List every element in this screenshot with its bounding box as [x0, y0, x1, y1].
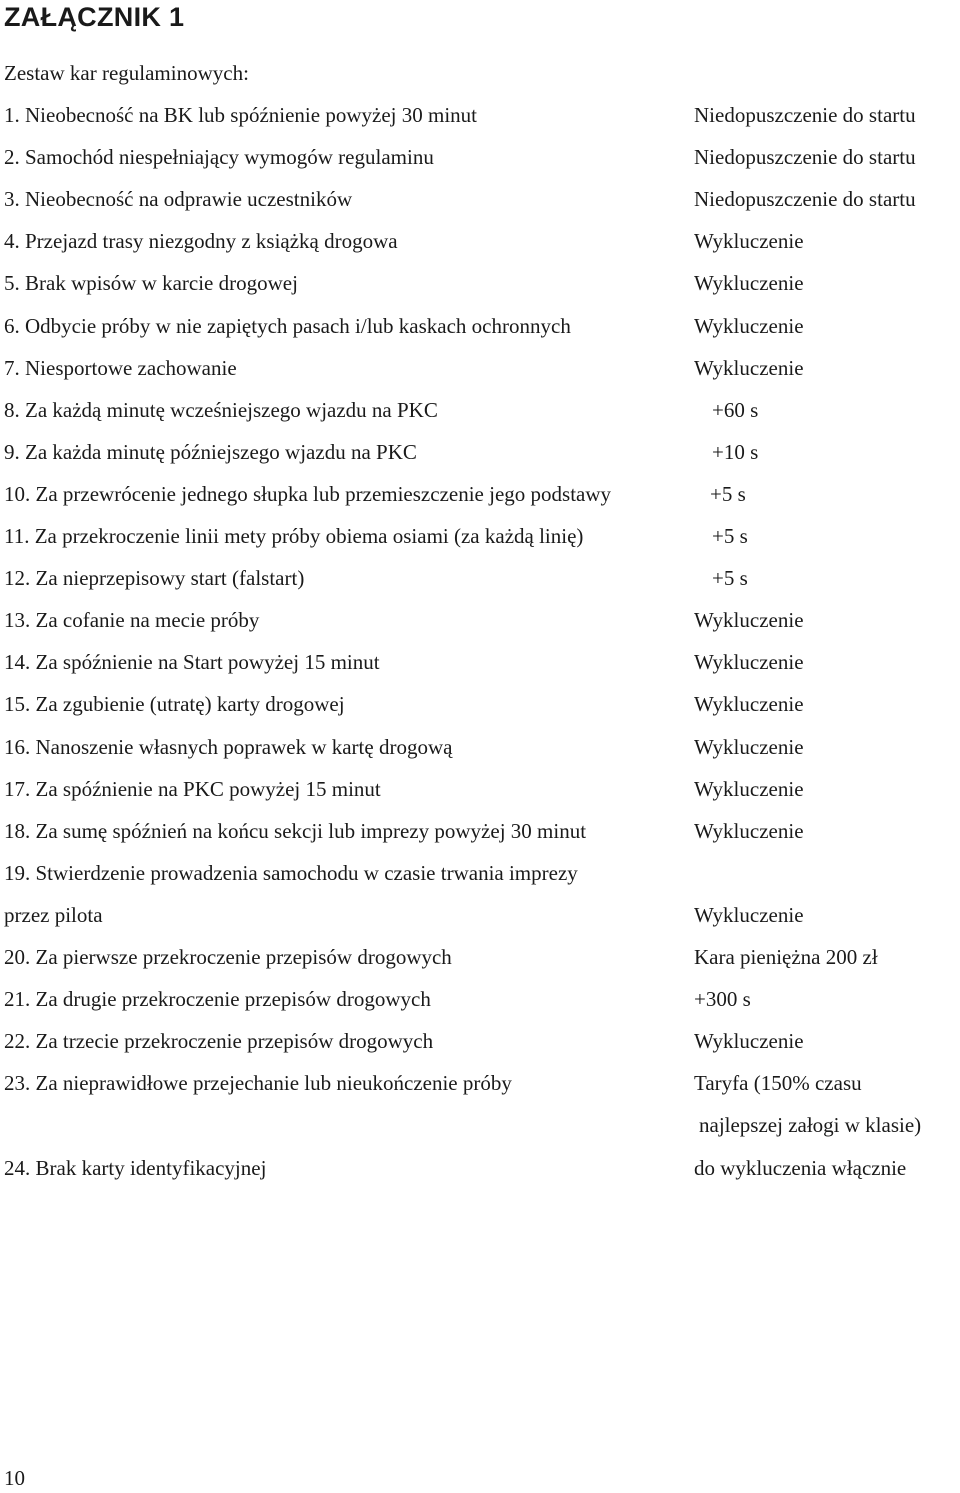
penalty-value: +5 s	[712, 524, 748, 548]
penalty-row	[4, 732, 960, 762]
penalty-description: 19. Stwierdzenie prowadzenia samochodu w czasie trwania imprezy	[4, 860, 578, 885]
penalty-value: Wykluczenie	[694, 1029, 804, 1054]
penalty-value: Wykluczenie	[694, 313, 804, 338]
penalty-value: +60 s	[712, 397, 759, 422]
penalty-row	[4, 395, 960, 425]
penalty-description: 24. Brak karty identyfikacyjnej	[4, 1155, 267, 1180]
penalty-description: 20. Za pierwsze przekroczenie przepisów drogowych	[4, 945, 452, 969]
penalty-row	[4, 984, 960, 1014]
penalty-row	[4, 1026, 960, 1056]
penalty-value: Kara pieniężna 200 zł	[694, 945, 878, 969]
penalty-value: Wykluczenie	[694, 650, 804, 675]
penalty-row	[4, 311, 960, 341]
penalty-row	[4, 353, 960, 383]
penalty-description: 14. Za spóźnienie na Start powyżej 15 minut	[4, 650, 380, 675]
penalty-value: +5 s	[712, 566, 748, 591]
penalty-value: Wykluczenie	[694, 271, 804, 296]
penalty-row	[4, 479, 960, 509]
penalty-value: najlepszej załogi w klasie)	[699, 1113, 922, 1138]
penalty-value: Wykluczenie	[694, 229, 804, 254]
penalty-description: przez pilota	[4, 902, 103, 927]
penalty-description: 6. Odbycie próby w nie zapiętych pasach i/lub kaskach ochronnych	[4, 313, 571, 338]
penalty-description: 22. Za trzecie przekroczenie przepisów drogowych	[4, 1029, 434, 1054]
penalty-description: 2. Samochód niespełniający wymogów regulaminu	[4, 145, 434, 170]
penalty-description: 5. Brak wpisów w karcie drogowej	[4, 271, 298, 296]
document-title: ZAŁĄCZNIK 1	[4, 2, 185, 32]
penalty-value: Niedopuszczenie do startu	[694, 145, 916, 170]
penalty-row	[4, 689, 960, 719]
penalty-row	[4, 1110, 960, 1140]
penalty-row	[4, 1068, 960, 1098]
penalty-row	[4, 816, 960, 846]
penalty-description: 18. Za sumę spóźnień na końcu sekcji lub imprezy powyżej 30 minut	[4, 818, 587, 843]
penalty-row	[4, 100, 960, 130]
penalty-value: do wykluczenia włącznie	[694, 1155, 907, 1180]
penalty-description: 11. Za przekroczenie linii mety próby obiema osiami (za każdą linię)	[4, 524, 584, 548]
penalty-value: +300 s	[694, 987, 751, 1012]
penalty-value: +10 s	[712, 439, 759, 464]
penalty-description: 1. Nieobecność na BK lub spóźnienie powyżej 30 minut	[4, 103, 477, 127]
penalty-value: +5 s	[710, 481, 746, 506]
penalty-description: 4. Przejazd trasy niezgodny z książką drogowa	[4, 229, 398, 254]
penalty-value: Wykluczenie	[694, 734, 804, 759]
penalty-description: 15. Za zgubienie (utratę) karty drogowej	[4, 692, 345, 717]
penalty-row	[4, 521, 960, 551]
penalty-row	[4, 900, 960, 930]
penalty-value: Wykluczenie	[694, 776, 804, 801]
penalty-value: Wykluczenie	[694, 902, 804, 927]
penalty-value: Taryfa (150% czasu	[694, 1071, 862, 1096]
penalty-row	[4, 142, 960, 172]
penalty-description: 10. Za przewrócenie jednego słupka lub przemieszczenie jego podstawy	[4, 481, 612, 506]
penalty-row	[4, 268, 960, 298]
penalty-row	[4, 605, 960, 635]
penalty-value: Niedopuszczenie do startu	[694, 103, 916, 127]
penalty-value: Wykluczenie	[694, 355, 804, 380]
penalty-value: Wykluczenie	[694, 608, 804, 633]
penalty-row	[4, 563, 960, 593]
document-intro: Zestaw kar regulaminowych:	[4, 61, 249, 85]
penalty-value: Niedopuszczenie do startu	[694, 187, 916, 212]
penalty-row	[4, 774, 960, 804]
penalty-row	[4, 858, 960, 888]
penalty-description: 8. Za każdą minutę wcześniejszego wjazdu na PKC	[4, 397, 438, 422]
penalty-description: 12. Za nieprzepisowy start (falstart)	[4, 566, 305, 591]
penalty-row	[4, 647, 960, 677]
page-number: 10	[4, 1466, 25, 1490]
penalty-description: 23. Za nieprawidłowe przejechanie lub nieukończenie próby	[4, 1071, 512, 1096]
penalty-value: Wykluczenie	[694, 818, 804, 843]
penalty-description: 17. Za spóźnienie na PKC powyżej 15 minut	[4, 776, 381, 801]
penalty-row	[4, 226, 960, 256]
penalty-row	[4, 184, 960, 214]
penalty-description: 16. Nanoszenie własnych poprawek w kartę drogową	[4, 734, 453, 759]
penalty-row	[4, 1153, 960, 1183]
penalty-row	[4, 437, 960, 467]
penalty-description: 13. Za cofanie na mecie próby	[4, 608, 260, 633]
penalty-description: 7. Niesportowe zachowanie	[4, 355, 237, 380]
penalty-row	[4, 942, 960, 972]
penalty-description: 9. Za każda minutę późniejszego wjazdu na PKC	[4, 439, 417, 464]
penalty-value: Wykluczenie	[694, 692, 804, 717]
penalty-description: 21. Za drugie przekroczenie przepisów drogowych	[4, 987, 431, 1012]
penalty-description: 3. Nieobecność na odprawie uczestników	[4, 187, 353, 212]
